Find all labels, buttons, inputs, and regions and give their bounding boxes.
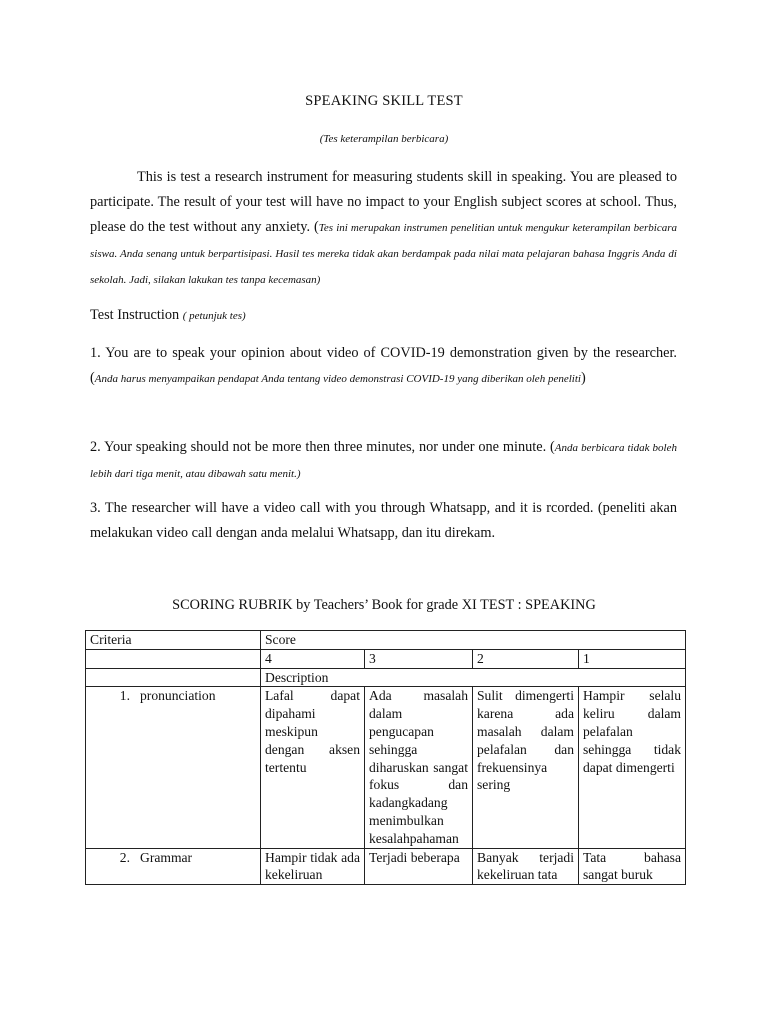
empty-cell xyxy=(86,649,261,668)
instruction-item-2 xyxy=(90,435,677,487)
criterion-cell xyxy=(86,687,261,848)
empty-cell xyxy=(86,668,261,687)
instruction-heading-translation: ( petunjuk tes) xyxy=(182,310,246,322)
instruction-item-3 xyxy=(90,496,677,546)
criterion-name: Grammar xyxy=(140,849,193,865)
description-header: Description xyxy=(261,668,686,687)
item-text: 3. The researcher will have a video call with you through Whatsapp, and it is rcorded. (peneliti akan melakukan video call dengan anda melalui Whatsapp, dan itu direkam. xyxy=(90,500,677,541)
scoring-rubric-table xyxy=(85,630,686,885)
instruction-heading xyxy=(90,303,677,329)
item-close: ) xyxy=(580,370,586,386)
criterion-number: 2. xyxy=(119,849,130,865)
item-text: 1. You are to speak your opinion about video of COVID-19 demonstration given by the researcher. ( xyxy=(90,345,677,386)
description-cell: Lafal dapat dipahami meskipun dengan aksen tertentu xyxy=(261,687,365,848)
score-4-header: 4 xyxy=(261,649,365,668)
table-row xyxy=(86,668,686,687)
description-cell: Sulit dimengerti karena ada masalah dalam pelafalan dan frekuensinya sering xyxy=(473,687,579,848)
criterion-name: pronunciation xyxy=(140,688,216,704)
instruction-item-1 xyxy=(90,341,677,392)
score-1-header: 1 xyxy=(579,649,686,668)
description-cell: Banyak terjadi kekeliruan tata xyxy=(473,848,579,885)
description-cell: Hampir tidak ada kekeliruan xyxy=(261,848,365,885)
score-2-header: 2 xyxy=(473,649,579,668)
criteria-header: Criteria xyxy=(86,631,261,650)
item-translation: Anda berbicara tidak boleh lebih dari tiga menit, atau dibawah satu menit.) xyxy=(90,442,677,480)
description-cell: Terjadi beberapa xyxy=(365,848,473,885)
page-title: SPEAKING SKILL TEST xyxy=(305,93,463,109)
description-cell: Tata bahasa sangat buruk xyxy=(579,848,686,885)
table-row xyxy=(86,848,686,885)
score-header: Score xyxy=(261,631,686,650)
item-text: 2. Your speaking should not be more then three minutes, nor under one minute. ( xyxy=(90,439,555,455)
table-row xyxy=(86,649,686,668)
description-cell: Ada masalah dalam pengucapan sehingga diharuskan sangat fokus dan kadangkadang menimbulkan kesalahpahaman xyxy=(365,687,473,848)
table-row xyxy=(86,687,686,848)
intro-translation: Tes ini merupakan instrumen penelitian untuk mengukur keterampilan berbicara siswa. Anda senang untuk berpartisipasi. Hasil tes mereka tidak akan berdampak pada nilai mata pelajaran bahasa Inggris Anda di sekolah. Jadi, silakan lakukan tes tanpa kecemasan) xyxy=(90,222,677,286)
description-cell: Hampir selalu keliru dalam pelafalan sehingga tidak dapat dimengerti xyxy=(579,687,686,848)
score-3-header: 3 xyxy=(365,649,473,668)
table-row xyxy=(86,631,686,650)
intro-paragraph xyxy=(90,165,677,293)
intro-text: This is test a research instrument for measuring students skill in speaking. You are pleased to participate. The result of your test will have no impact to your English subject scores at school. Thus, please do the test without any anxiety. ( xyxy=(90,169,677,235)
criterion-number: 1. xyxy=(119,688,130,704)
item-translation: Anda harus menyampaikan pendapat Anda tentang video demonstrasi COVID-19 yang diberikan oleh peneliti xyxy=(94,373,581,385)
criterion-cell xyxy=(86,848,261,885)
instruction-heading-text: Test Instruction xyxy=(90,307,180,323)
page-subtitle: (Tes keterampilan berbicara) xyxy=(319,133,449,145)
rubric-title: SCORING RUBRIK by Teachers’ Book for grade XI TEST : SPEAKING xyxy=(172,597,596,613)
